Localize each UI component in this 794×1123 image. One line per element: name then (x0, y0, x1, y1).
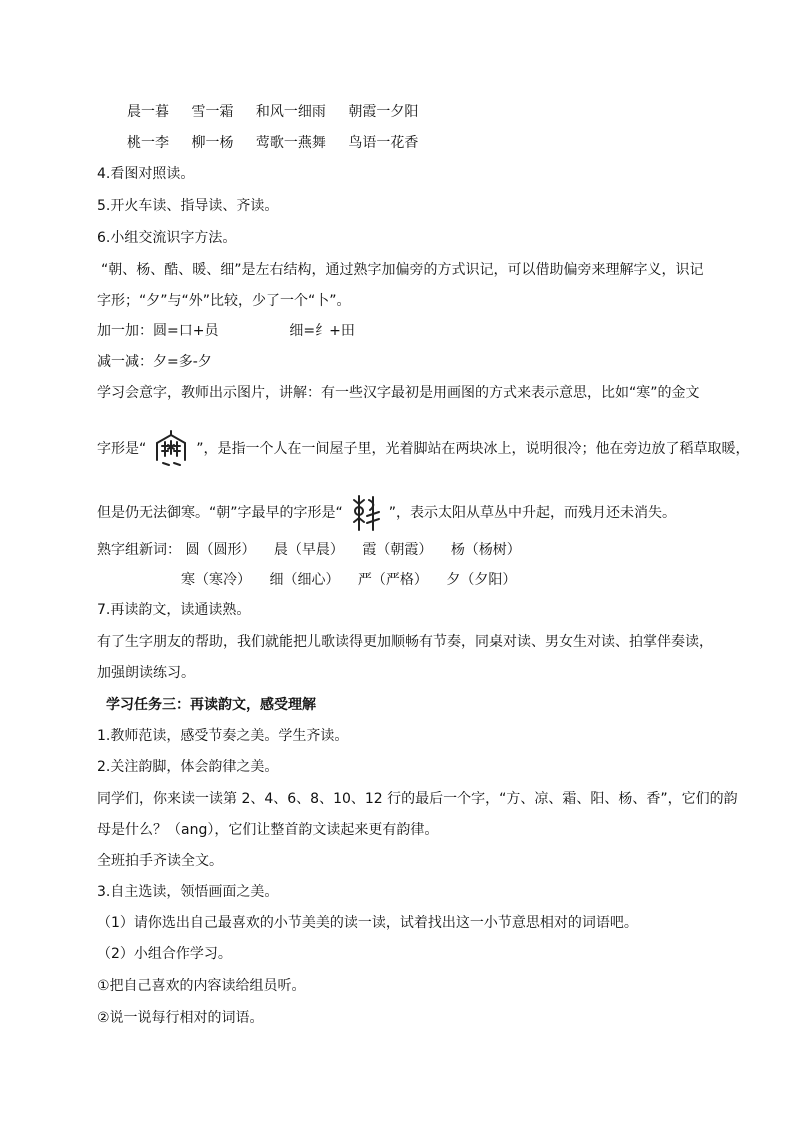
word-group-item: 杨（杨树） (450, 542, 521, 558)
word-pairs-row-2 (127, 133, 436, 153)
word-pair: 和风一细雨 (255, 104, 326, 120)
structure-paragraph-line-2: 字形；“夕”与“外”比较，少了一个“卜”。 (97, 293, 351, 309)
structure-paragraph-line-1: “朝、杨、酷、暖、细”是左右结构，通过熟字加偏旁的方式识记，可以借助偏旁来理解字义，识记 (101, 262, 704, 278)
task-3-heading: 学习任务三：再读韵文，感受理解 (106, 697, 316, 713)
ideogram-paragraph-line-2 (97, 428, 750, 470)
sub-item-1: （1）请你选出自己最喜欢的小节美美的读一读，试着找出这一小节意思相对的词语吧。 (97, 915, 638, 931)
word-pair: 朝霞一夕阳 (348, 104, 419, 120)
word-group-item: 寒（寒冷） (181, 572, 251, 588)
word-pair: 莺歌一燕舞 (255, 135, 326, 151)
ideogram-text-post: ”，是指一个人在一间屋子里，光着脚站在两块冰上，说明很冷；他在旁边放了稻草取暖， (196, 441, 750, 457)
word-group-item: 严（严格） (357, 572, 428, 588)
zhao-ancient-glyph-image (345, 492, 387, 534)
word-group-item: 夕（夕阳） (446, 572, 517, 588)
step-4: 4.看图对照读。 (97, 166, 195, 182)
word-group-item: 霞（朝霞） (362, 542, 433, 558)
word-groups-row-1 (97, 540, 535, 560)
word-pairs-row-1 (127, 102, 436, 122)
ideogram-paragraph-line-3 (97, 492, 676, 534)
word-pair: 鸟语一花香 (348, 135, 419, 151)
reading-paragraph-line-1: 有了生字朋友的帮助，我们就能把儿歌读得更加顺畅有节奏，同桌对读、男女生对读、拍掌伴奏读， (97, 634, 713, 650)
ideogram-text-pre: 但是仍无法御寒。“朝”字最早的字形是“ (97, 505, 343, 521)
add-line (97, 321, 355, 341)
han-bronze-glyph-image (148, 428, 194, 470)
word-group-item: 细（细心） (269, 572, 340, 588)
ideogram-paragraph-line-1: 学习会意字，教师出示图片，讲解：有一些汉字最初是用画图的方式来表示意思，比如“寒”的金文 (97, 385, 700, 401)
word-groups-row-2 (181, 570, 530, 590)
rhyme-paragraph-line-2: 母是什么？（ang），它们让整首韵文读起来更有韵律。 (97, 822, 439, 838)
word-pair: 桃一李 (127, 135, 169, 151)
word-groups-label: 熟字组新词： (97, 542, 181, 558)
ideogram-text-pre: 字形是“ (97, 441, 147, 457)
word-pair: 晨一暮 (127, 104, 169, 120)
task-3-step-2: 2.关注韵脚，体会韵律之美。 (97, 759, 279, 775)
rhyme-paragraph-line-1: 同学们，你来读一读第 2、4、6、8、10、12 行的最后一个字，“方、凉、霜、阳、杨、香”，它们的韵 (97, 791, 738, 807)
word-pair: 柳一杨 (191, 135, 234, 151)
word-group-item: 晨（早晨） (273, 542, 344, 558)
task-3-step-1: 1.教师范读，感受节奏之美。学生齐读。 (97, 728, 349, 744)
subtract-line: 减一减：夕=多-夕 (97, 354, 212, 370)
class-read-line: 全班拍手齐读全文。 (97, 853, 223, 869)
circled-item-2: ②说一说每行相对的词语。 (97, 1010, 264, 1026)
word-pair: 雪一霜 (191, 104, 234, 120)
reading-paragraph-line-2: 加强朗读练习。 (97, 665, 195, 681)
step-6: 6.小组交流识字方法。 (97, 230, 237, 246)
add-line-label: 加一加：圆=口+员 (97, 323, 219, 339)
add-line-second: 细=纟+田 (289, 323, 355, 339)
word-group-item: 圆（圆形） (185, 542, 256, 558)
sub-item-2: （2）小组合作学习。 (97, 946, 232, 962)
task-3-step-3: 3.自主选读，领悟画面之美。 (97, 884, 279, 900)
step-7: 7.再读韵文，读通读熟。 (97, 602, 251, 618)
step-5: 5.开火车读、指导读、齐读。 (97, 198, 279, 214)
ideogram-text-post: ”，表示太阳从草丛中升起，而残月还未消失。 (388, 505, 677, 521)
circled-item-1: ①把自己喜欢的内容读给组员听。 (97, 978, 306, 994)
